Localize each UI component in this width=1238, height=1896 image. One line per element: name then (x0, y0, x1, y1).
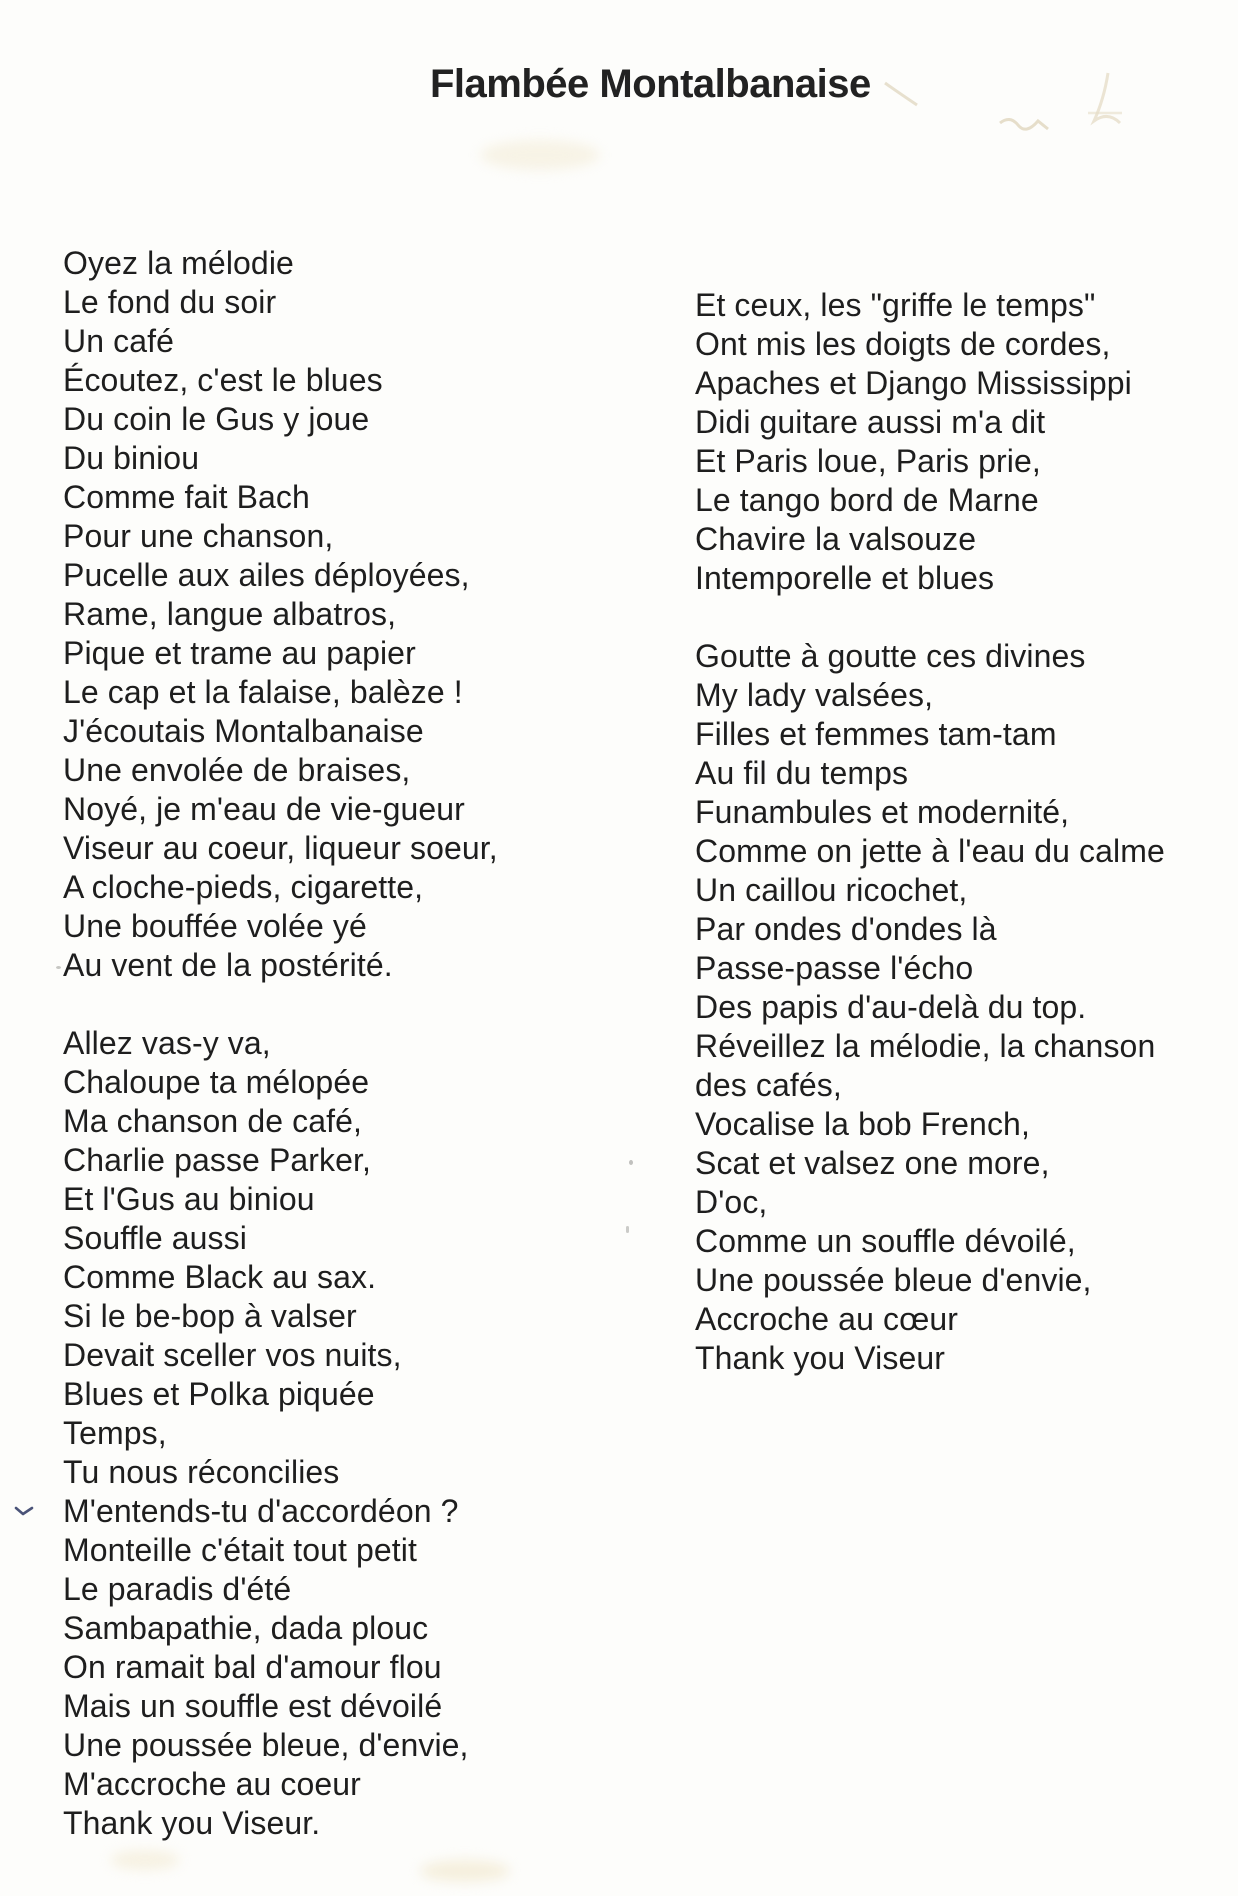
lyric-line: Pucelle aux ailes déployées, (63, 557, 470, 593)
lyric-line: Le paradis d'été (63, 1571, 292, 1607)
lyric-line: Chavire la valsouze (695, 521, 977, 557)
lyric-line: Monteille c'était tout petit (63, 1532, 417, 1568)
lyric-line: Ont mis les doigts de cordes, (695, 326, 1111, 362)
lyric-line: Thank you Viseur. (63, 1805, 321, 1841)
lyric-stanza (695, 637, 1165, 1378)
lyric-line: Souffle aussi (63, 1220, 247, 1256)
lyric-line: Et Paris loue, Paris prie, (695, 443, 1041, 479)
lyric-line: Pour une chanson, (63, 518, 334, 554)
lyric-line: Une envolée de braises, (63, 752, 411, 788)
lyric-line: Une poussée bleue d'envie, (695, 1262, 1092, 1298)
lyric-line: Apaches et Django Mississippi (695, 365, 1132, 401)
lyric-line: Tu nous réconcilies (63, 1454, 340, 1490)
lyric-line: Le fond du soir (63, 284, 277, 320)
lyric-line: Allez vas-y va, (63, 1025, 271, 1061)
lyric-line: Devait sceller vos nuits, (63, 1337, 402, 1373)
scan-speck (56, 966, 61, 969)
lyric-line: Oyez la mélodie (63, 245, 294, 281)
lyric-line: Comme fait Bach (63, 479, 310, 515)
page-title: Flambée Montalbanaise (430, 62, 871, 106)
scan-speck (629, 1160, 633, 1165)
scan-smudge (420, 1860, 510, 1882)
lyric-line: Funambules et modernité, (695, 794, 1070, 830)
lyric-line: Au vent de la postérité. (63, 947, 393, 983)
lyric-line: Si le be-bop à valser (63, 1298, 357, 1334)
pencil-scribble-marks (860, 55, 1190, 175)
lyric-line: Goutte à goutte ces divines (695, 638, 1086, 674)
lyric-line: A cloche-pieds, cigarette, (63, 869, 424, 905)
lyric-line: Par ondes d'ondes là (695, 911, 997, 947)
lyric-line: Un café (63, 323, 174, 359)
lyric-line: Sambapathie, dada plouc (63, 1610, 429, 1646)
lyric-line: des cafés, (695, 1067, 842, 1103)
lyric-line: On ramait bal d'amour flou (63, 1649, 442, 1685)
lyric-line: Un caillou ricochet, (695, 872, 968, 908)
lyric-line: M'accroche au coeur (63, 1766, 361, 1802)
lyric-line: Réveillez la mélodie, la chanson (695, 1028, 1156, 1064)
lyric-line: Comme Black au sax. (63, 1259, 377, 1295)
lyric-line: Viseur au coeur, liqueur soeur, (63, 830, 498, 866)
lyric-line: Mais un souffle est dévoilé (63, 1688, 443, 1724)
lyric-line: Au fil du temps (695, 755, 909, 791)
lyric-line: Du coin le Gus y joue (63, 401, 370, 437)
lyric-line: Charlie passe Parker, (63, 1142, 372, 1178)
scan-smudge (480, 140, 600, 170)
lyric-line: Écoutez, c'est le blues (63, 362, 383, 398)
lyric-stanza (695, 286, 1165, 598)
lyric-line: Ma chanson de café, (63, 1103, 362, 1139)
lyric-line: Le tango bord de Marne (695, 482, 1039, 518)
lyric-line: Une bouffée volée yé (63, 908, 367, 944)
scan-smudge (110, 1850, 180, 1870)
lyric-line: Rame, langue albatros, (63, 596, 397, 632)
lyric-line: Noyé, je m'eau de vie-gueur (63, 791, 465, 827)
lyric-line: Vocalise la bob French, (695, 1106, 1030, 1142)
lyric-line: Et ceux, les "griffe le temps" (695, 287, 1096, 323)
lyrics-column-right (695, 286, 1165, 1417)
lyric-line: Chaloupe ta mélopée (63, 1064, 370, 1100)
pen-tick-mark (12, 1500, 38, 1522)
lyric-line: Pique et trame au papier (63, 635, 416, 671)
lyric-line: Temps, (63, 1415, 167, 1451)
lyrics-column-left (63, 244, 498, 1882)
lyric-stanza (63, 244, 498, 985)
lyric-line: Et l'Gus au biniou (63, 1181, 315, 1217)
scan-speck (626, 1226, 629, 1233)
lyric-line: Accroche au cœur (695, 1301, 959, 1337)
lyric-line: Didi guitare aussi m'a dit (695, 404, 1046, 440)
lyric-line: My lady valsées, (695, 677, 934, 713)
lyric-line: Comme un souffle dévoilé, (695, 1223, 1076, 1259)
lyric-line: Des papis d'au-delà du top. (695, 989, 1087, 1025)
lyric-line: Scat et valsez one more, (695, 1145, 1050, 1181)
lyric-line: Thank you Viseur (695, 1340, 946, 1376)
lyric-line: Le cap et la falaise, balèze ! (63, 674, 463, 710)
lyric-line: J'écoutais Montalbanaise (63, 713, 424, 749)
lyric-line: D'oc, (695, 1184, 768, 1220)
lyric-line: Blues et Polka piquée (63, 1376, 375, 1412)
lyric-line: Passe-passe l'écho (695, 950, 974, 986)
lyric-stanza (63, 1024, 498, 1843)
lyric-line: Intemporelle et blues (695, 560, 995, 596)
lyric-line: Du biniou (63, 440, 200, 476)
lyric-line: Filles et femmes tam-tam (695, 716, 1057, 752)
lyric-line: Une poussée bleue, d'envie, (63, 1727, 469, 1763)
lyric-line: Comme on jette à l'eau du calme (695, 833, 1165, 869)
lyric-line: M'entends-tu d'accordéon ? (63, 1493, 459, 1529)
